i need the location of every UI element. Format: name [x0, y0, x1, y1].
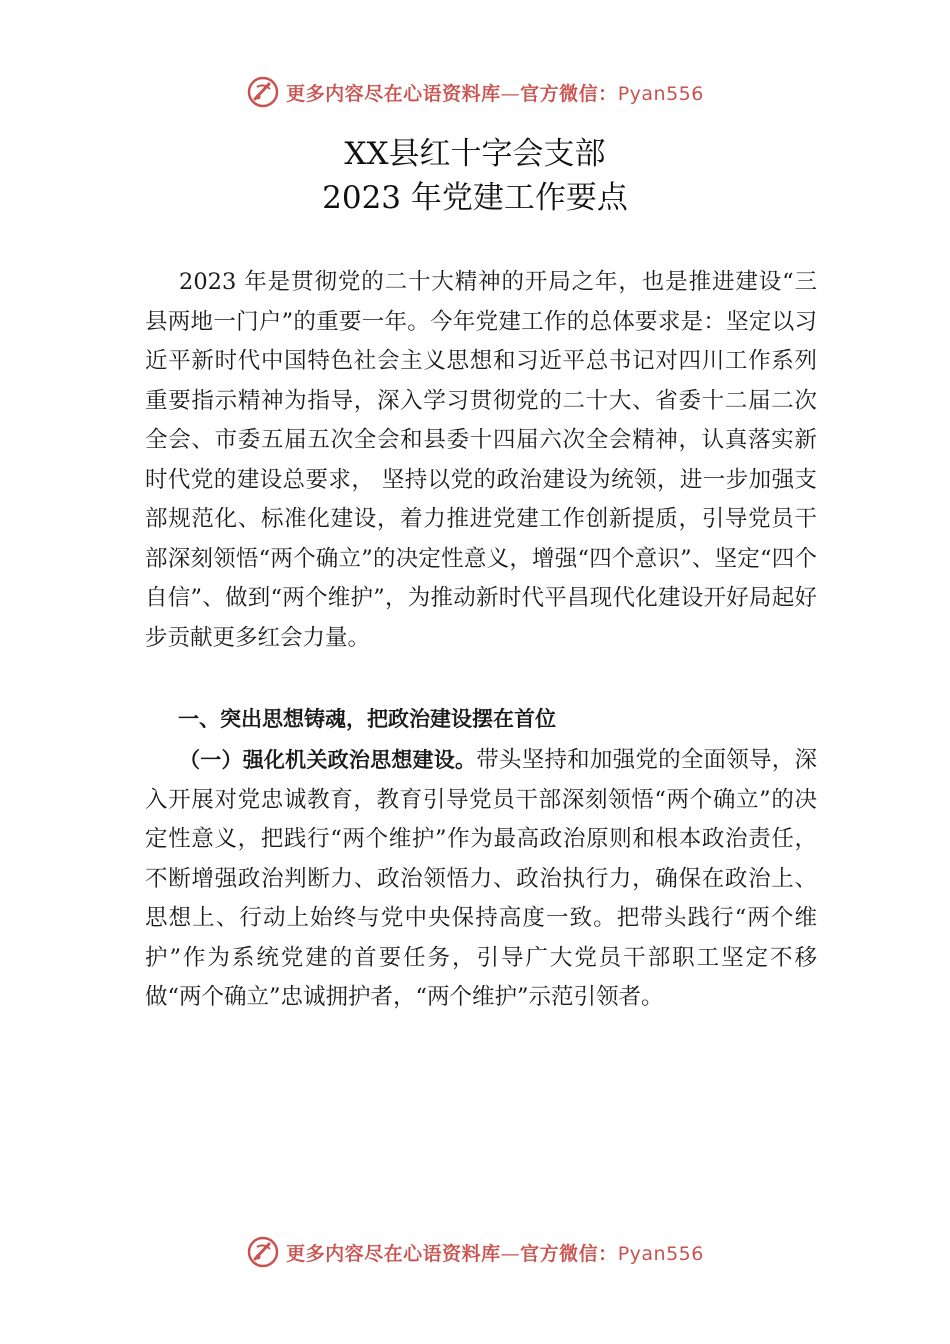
watermark-header — [0, 70, 950, 114]
watermark-footer — [0, 1230, 950, 1274]
paragraph-lead: （一）强化机关政治思想建设。 — [179, 748, 477, 772]
brand-logo-icon — [246, 1235, 280, 1269]
watermark-text: 更多内容尽在心语资料库—官方微信：Pyan556 — [286, 1242, 704, 1265]
document-title-line1: XX县红十字会支部 — [344, 136, 606, 172]
section-paragraph — [145, 741, 817, 1018]
watermark-text: 更多内容尽在心语资料库—官方微信：Pyan556 — [286, 82, 704, 105]
paragraph-body: 带头坚持和加强党的全面领导，深入开展对党忠诚教育，教育引导党员干部深刻领悟“两个确立”的决定性意义，把践行“两个维护”作为最高政治原则和根本政治责任，不断增强政治判断力、政治领悟力、政治执行力，确保在政治上、思想上、行动上始终与党中央保持高度一致。把带头践行“两个维护”作为系统党建的首要任务，引导广大党员干部职工坚定不移做“两个确立”忠诚拥护者，“两个维护”示范引领者。 — [145, 747, 817, 1010]
brand-logo-icon — [246, 75, 280, 109]
section-heading: 一、突出思想铸魂，把政治建设摆在首位 — [178, 707, 556, 731]
document-title-line2: 2023 年党建工作要点 — [322, 180, 628, 216]
intro-paragraph: 2023 年是贯彻党的二十大精神的开局之年，也是推进建设“三县两地一门户”的重要一年。今年党建工作的总体要求是：坚定以习近平新时代中国特色社会主义思想和习近平总书记对四川工作系列重要指示精神为指导，深入学习贯彻党的二十大、省委十二届二次全会、市委五届五次全会和县委十四届六次全会精神，认真落实新时代党的建设总要求， 坚持以党的政治建设为统领，进一步加强支部规范化、标准化建设，着力推进党建工作创新提质，引导党员干部深刻领悟“两个确立”的决定性意义，增强“四个意识”、坚定“四个自信”、做到“两个维护”，为推动新时代平昌现代化建设开好局起好步贡献更多红会力量。 — [145, 269, 817, 651]
